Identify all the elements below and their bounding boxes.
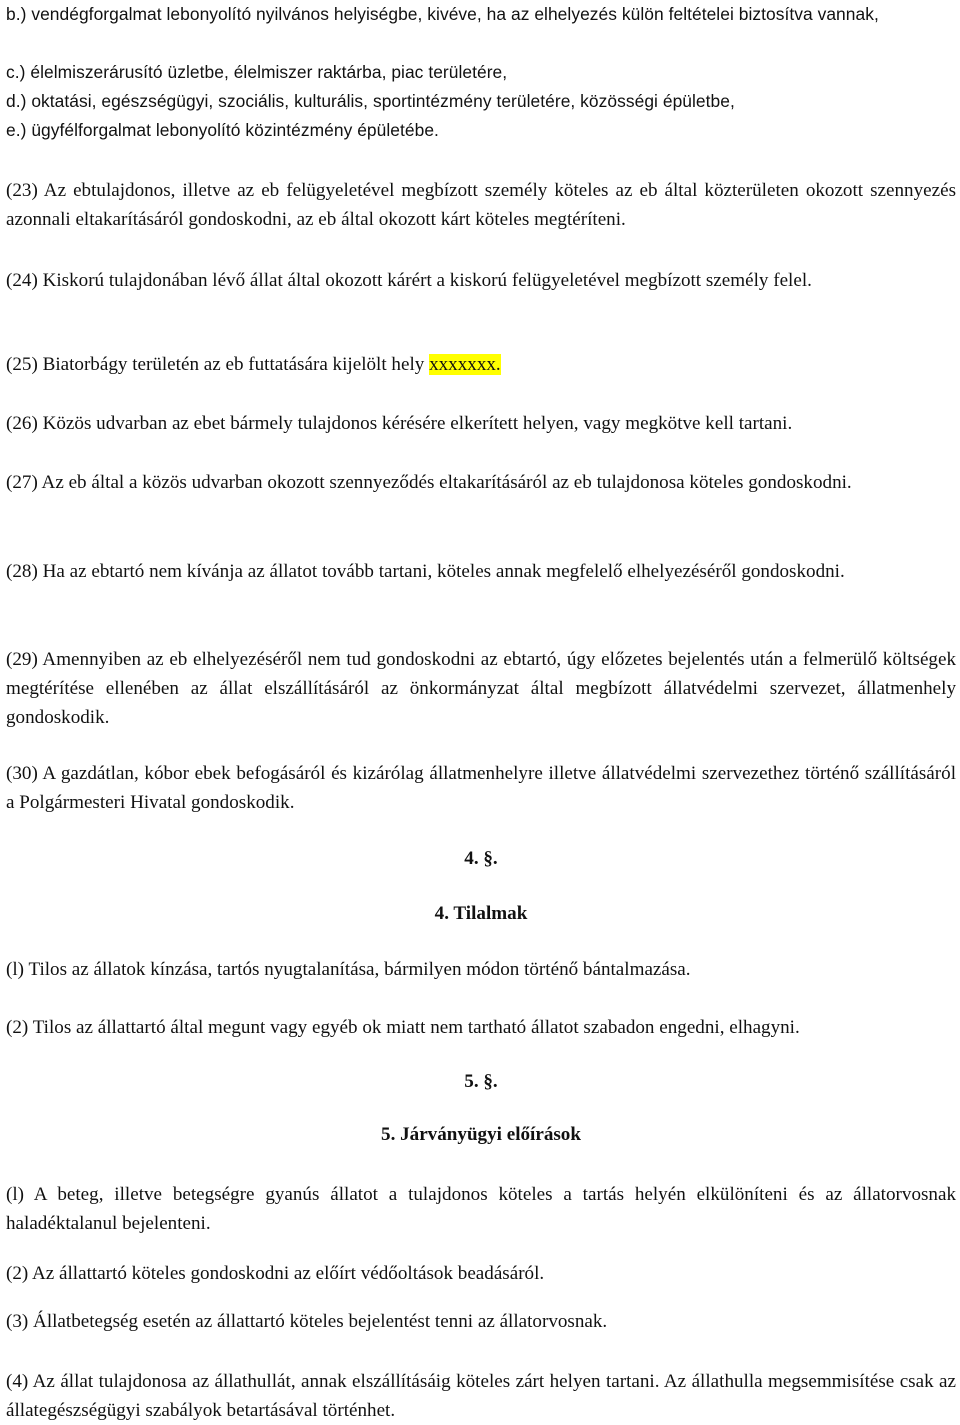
paragraph-30: (30) A gazdátlan, kóbor ebek befogásáról és kizárólag állatmenhelyre illetve állatvédelmi szervezethez történő szállításáról a Polgármesteri Hivatal gondoskodik. — [6, 763, 956, 813]
list-item-e: e.) ügyfélforgalmat lebonyolító közintézmény épületébe. — [6, 120, 439, 140]
paragraph-23: (23) Az ebtulajdonos, illetve az eb felügyeletével megbízott személy köteles az eb által közterületen okozott szennyezés azonnali eltakarításáról gondoskodni, az eb által okozott kárt köteles megtéríteni. — [6, 180, 956, 230]
paragraph-25 — [6, 350, 956, 379]
section-5-paragraph-4: (4) Az állat tulajdonosa az állathullát, annak elszállításáig köteles zárt helyen tartani. Az állathulla megsemmisítése csak az állategészségügyi szabályok betartásával történhet. — [6, 1371, 956, 1421]
section-5-paragraph-1: (l) A beteg, illetve betegségre gyanús állatot a tulajdonos köteles a tartás helyén elkülöníteni és az állatorvosnak haladéktalanul bejelenteni. — [6, 1184, 956, 1234]
paragraph-29: (29) Amennyiben az eb elhelyezéséről nem tud gondoskodni az ebtartó, úgy előzetes bejelentés után a felmerülő költségek megtérítése ellenében az állat elszállításáról az önkormányzat által megbízott állatvédelmi szervezet, állatmenhely gondoskodik. — [6, 649, 956, 728]
section-5-number: 5. §. — [464, 1071, 498, 1092]
paragraph-25-text: (25) Biatorbágy területén az eb futtatására kijelölt hely — [6, 354, 430, 375]
paragraph-28: (28) Ha az ebtartó nem kívánja az állatot tovább tartani, köteles annak megfelelő elhelyezéséről gondoskodni. — [6, 561, 845, 582]
highlighted-placeholder: xxxxxxx. — [429, 354, 501, 375]
list-item-d: d.) oktatási, egészségügyi, szociális, kulturális, sportintézmény területére, közösségi épületbe, — [6, 91, 735, 111]
section-4-title: 4. Tilalmak — [434, 903, 528, 924]
list-item-c: c.) élelmiszerárusító üzletbe, élelmiszer raktárba, piac területére, — [6, 62, 508, 82]
section-5-paragraph-3: (3) Állatbetegség esetén az állattartó köteles bejelentést tenni az állatorvosnak. — [6, 1311, 608, 1332]
section-5-paragraph-2: (2) Az állattartó köteles gondoskodni az előírt védőoltások beadásáról. — [6, 1263, 545, 1284]
paragraph-27: (27) Az eb által a közös udvarban okozott szennyeződés eltakarításáról az eb tulajdonosa köteles gondoskodni. — [6, 472, 852, 493]
section-5-title: 5. Járványügyi előírások — [381, 1124, 581, 1145]
paragraph-24: (24) Kiskorú tulajdonában lévő állat által okozott kárért a kiskorú felügyeletével megbízott személy felel. — [6, 270, 812, 291]
paragraph-26: (26) Közös udvarban az ebet bármely tulajdonos kérésére elkerített helyen, vagy megkötve kell tartani. — [6, 413, 793, 434]
section-4-number: 4. §. — [464, 848, 498, 869]
section-4-paragraph-2: (2) Tilos az állattartó által megunt vagy egyéb ok miatt nem tartható állatot szabadon engedni, elhagyni. — [6, 1017, 800, 1038]
section-4-paragraph-1: (l) Tilos az állatok kínzása, tartós nyugtalanítása, bármilyen módon történő bántalmazása. — [6, 959, 691, 980]
list-item-b: b.) vendégforgalmat lebonyolító nyilvános helyiségbe, kivéve, ha az elhelyezés külön feltételei biztosítva vannak, — [6, 4, 879, 24]
